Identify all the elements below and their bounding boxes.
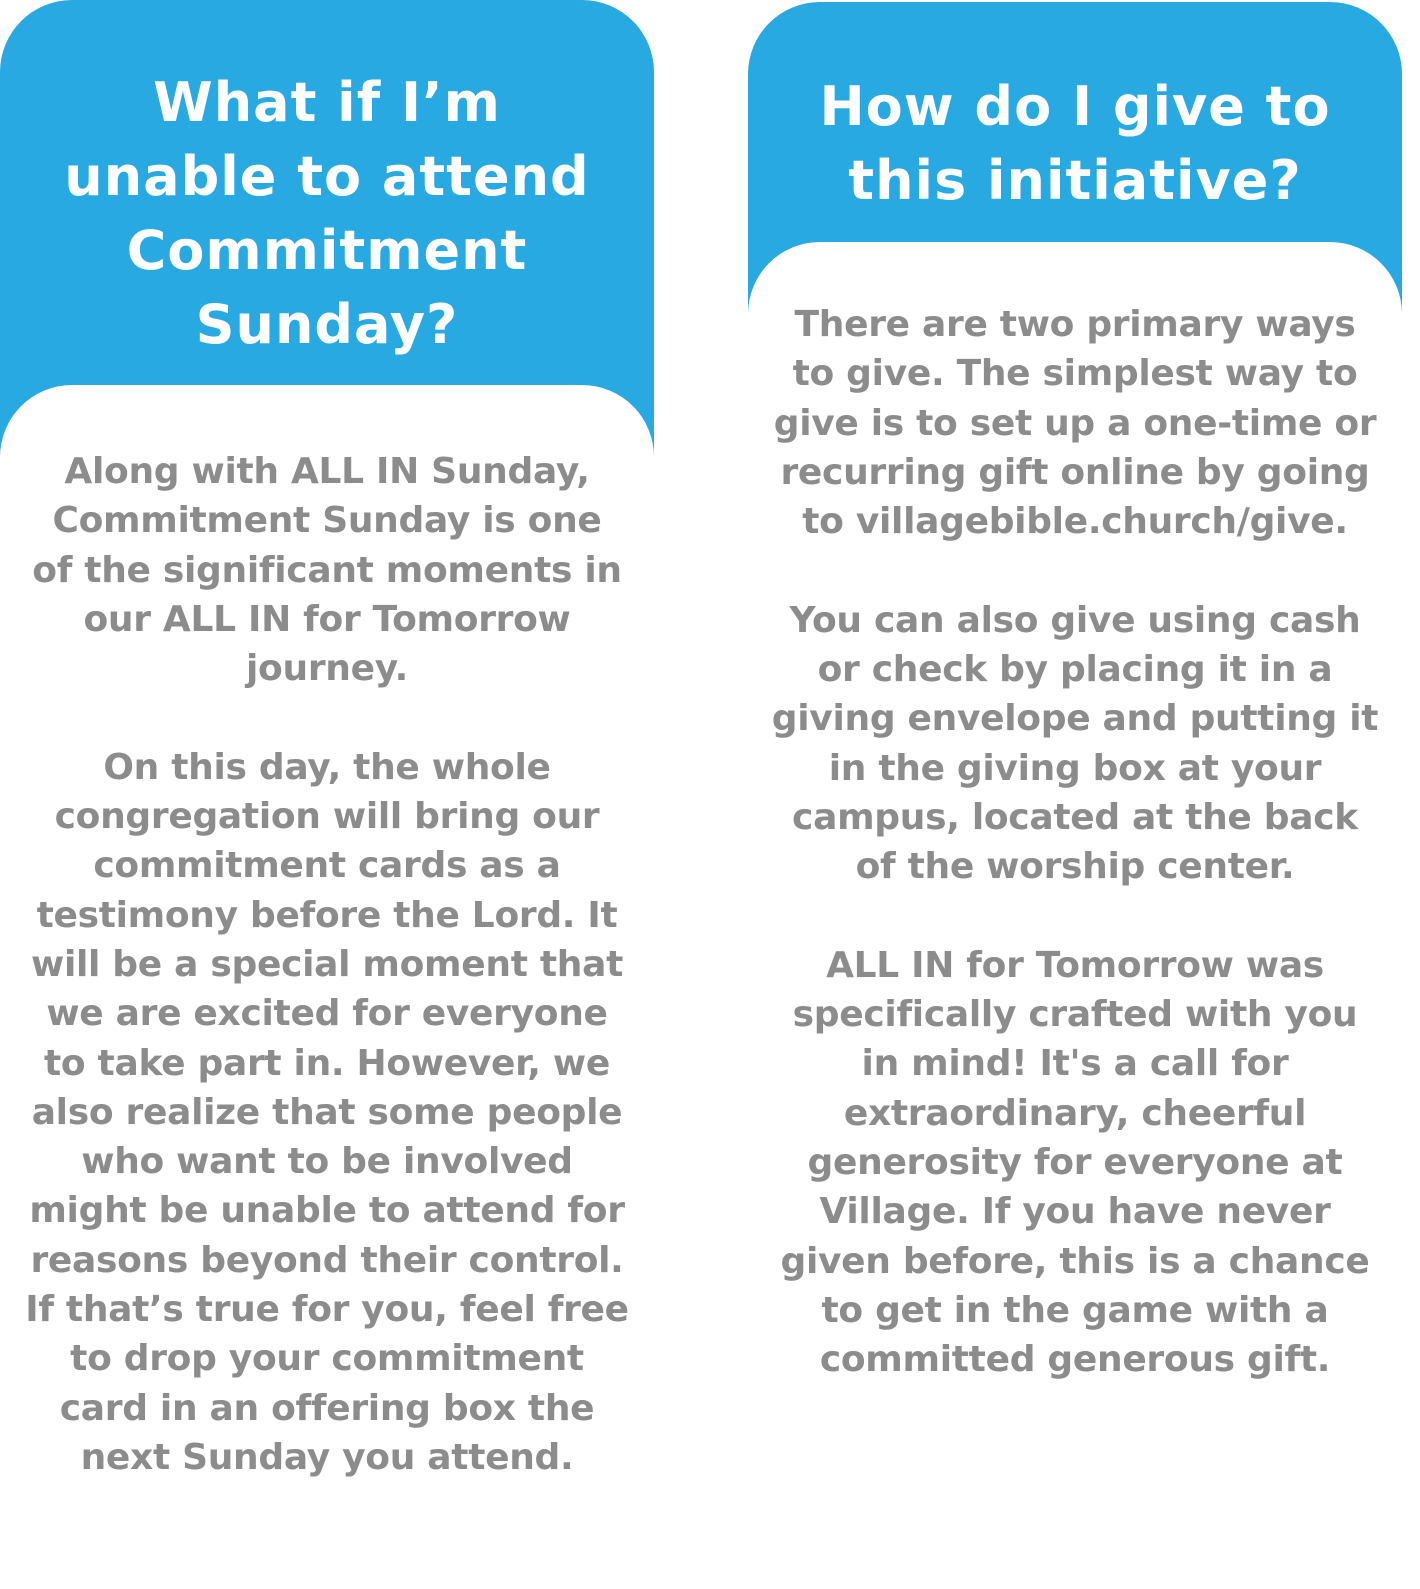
card-title: What if I’m unable to attend Commitment Sunday? [64,71,590,356]
card-title: How do I give to this initiative? [819,75,1331,212]
card-body-text: There are two primary ways to give. The simplest way to give is to set up a one-time or recurring gift online by going to villagebible.church/give. You can also give using cash or check by placing it in a giving envelope and putting it in the giving box at your campus, located at the back of the worship center. ALL IN for Tomorrow was specifically crafted with you in mind! It's a call for extraordinary, cheerful generosity for everyone at Village. If you have never given before, this is a chance to get in the game with a committed generous gift. [771,304,1379,1381]
card-body-text: Along with ALL IN Sunday, Commitment Sunday is one of the significant moments in our ALL IN for Tomorrow journey. On this day, the whole congregation will bring our commitment cards as a testimony before the Lord. It will be a special moment that we are excited for everyone to take part in. However, we also realize that some people who want to be involved might be unable to attend for reasons beyond their control. If that’s true for you, feel free to drop your commitment card in an offering box the next Sunday you attend. [25,451,629,1478]
